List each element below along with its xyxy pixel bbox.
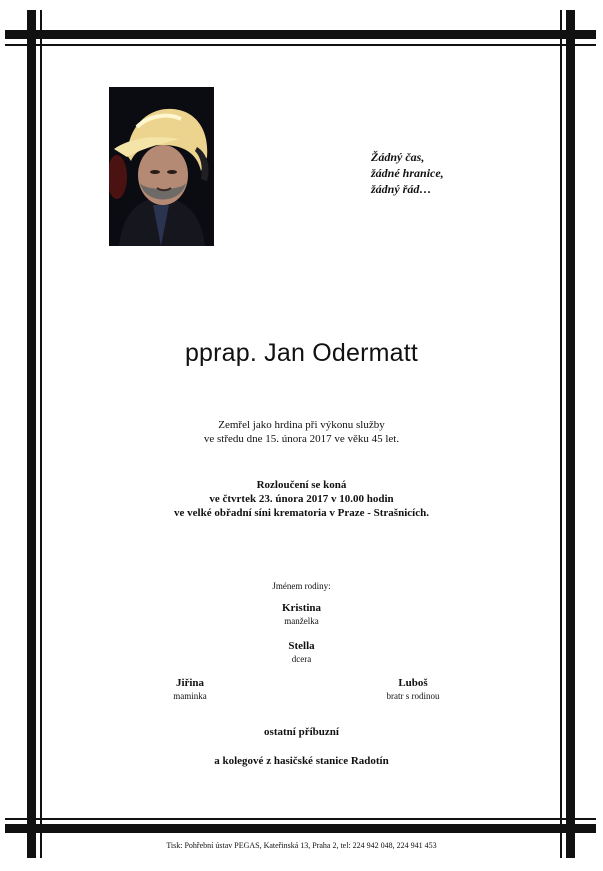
family-member-stella bbox=[0, 639, 603, 665]
border-bottom-thin bbox=[5, 818, 596, 820]
family-member-relation: dcera bbox=[291, 654, 312, 664]
family-member-lubos bbox=[353, 676, 473, 702]
print-footer: Tisk: Pohřební ústav PEGAS, Kateřinská 13, Praha 2, tel: 224 942 048, 224 941 453 bbox=[166, 841, 437, 850]
family-member-name: Stella bbox=[288, 640, 315, 652]
other-relatives: ostatní příbuzní bbox=[264, 726, 339, 738]
portrait-photo bbox=[109, 87, 214, 246]
death-notice-line: ve středu dne 15. února 2017 ve věku 45 let. bbox=[203, 433, 400, 445]
death-notice-line: Zemřel jako hrdina při výkonu služby bbox=[218, 419, 385, 431]
farewell-info bbox=[0, 478, 603, 520]
quote-line: žádné hranice, bbox=[371, 166, 444, 180]
quote-line: žádný řád… bbox=[371, 182, 432, 196]
farewell-line: Rozloučení se koná bbox=[256, 479, 347, 491]
quote bbox=[371, 149, 444, 197]
family-member-relation: bratr s rodinou bbox=[386, 691, 440, 701]
deceased-name: pprap. Jan Odermatt bbox=[184, 339, 419, 367]
death-notice bbox=[0, 418, 603, 446]
border-top-thick bbox=[5, 30, 596, 39]
border-top-thin bbox=[5, 44, 596, 46]
family-member-name: Luboš bbox=[398, 677, 428, 689]
farewell-line: ve čtvrtek 23. února 2017 v 10.00 hodin bbox=[209, 493, 394, 505]
family-member-name: Jiřina bbox=[175, 677, 205, 689]
family-member-name: Kristina bbox=[281, 602, 322, 614]
family-intro: Jménem rodiny: bbox=[272, 581, 331, 591]
farewell-line: ve velké obřadní síni krematoria v Praze - Strašnicích. bbox=[174, 507, 429, 519]
family-member-relation: manželka bbox=[284, 616, 319, 626]
quote-line: Žádný čas, bbox=[371, 150, 425, 164]
border-bottom-thick bbox=[5, 824, 596, 833]
family-member-kristina bbox=[0, 601, 603, 627]
colleagues: a kolegové z hasičské stanice Radotín bbox=[214, 755, 389, 767]
family-member-jirina bbox=[130, 676, 250, 702]
family-member-relation: maminka bbox=[173, 691, 207, 701]
portrait-illustration bbox=[109, 87, 214, 246]
